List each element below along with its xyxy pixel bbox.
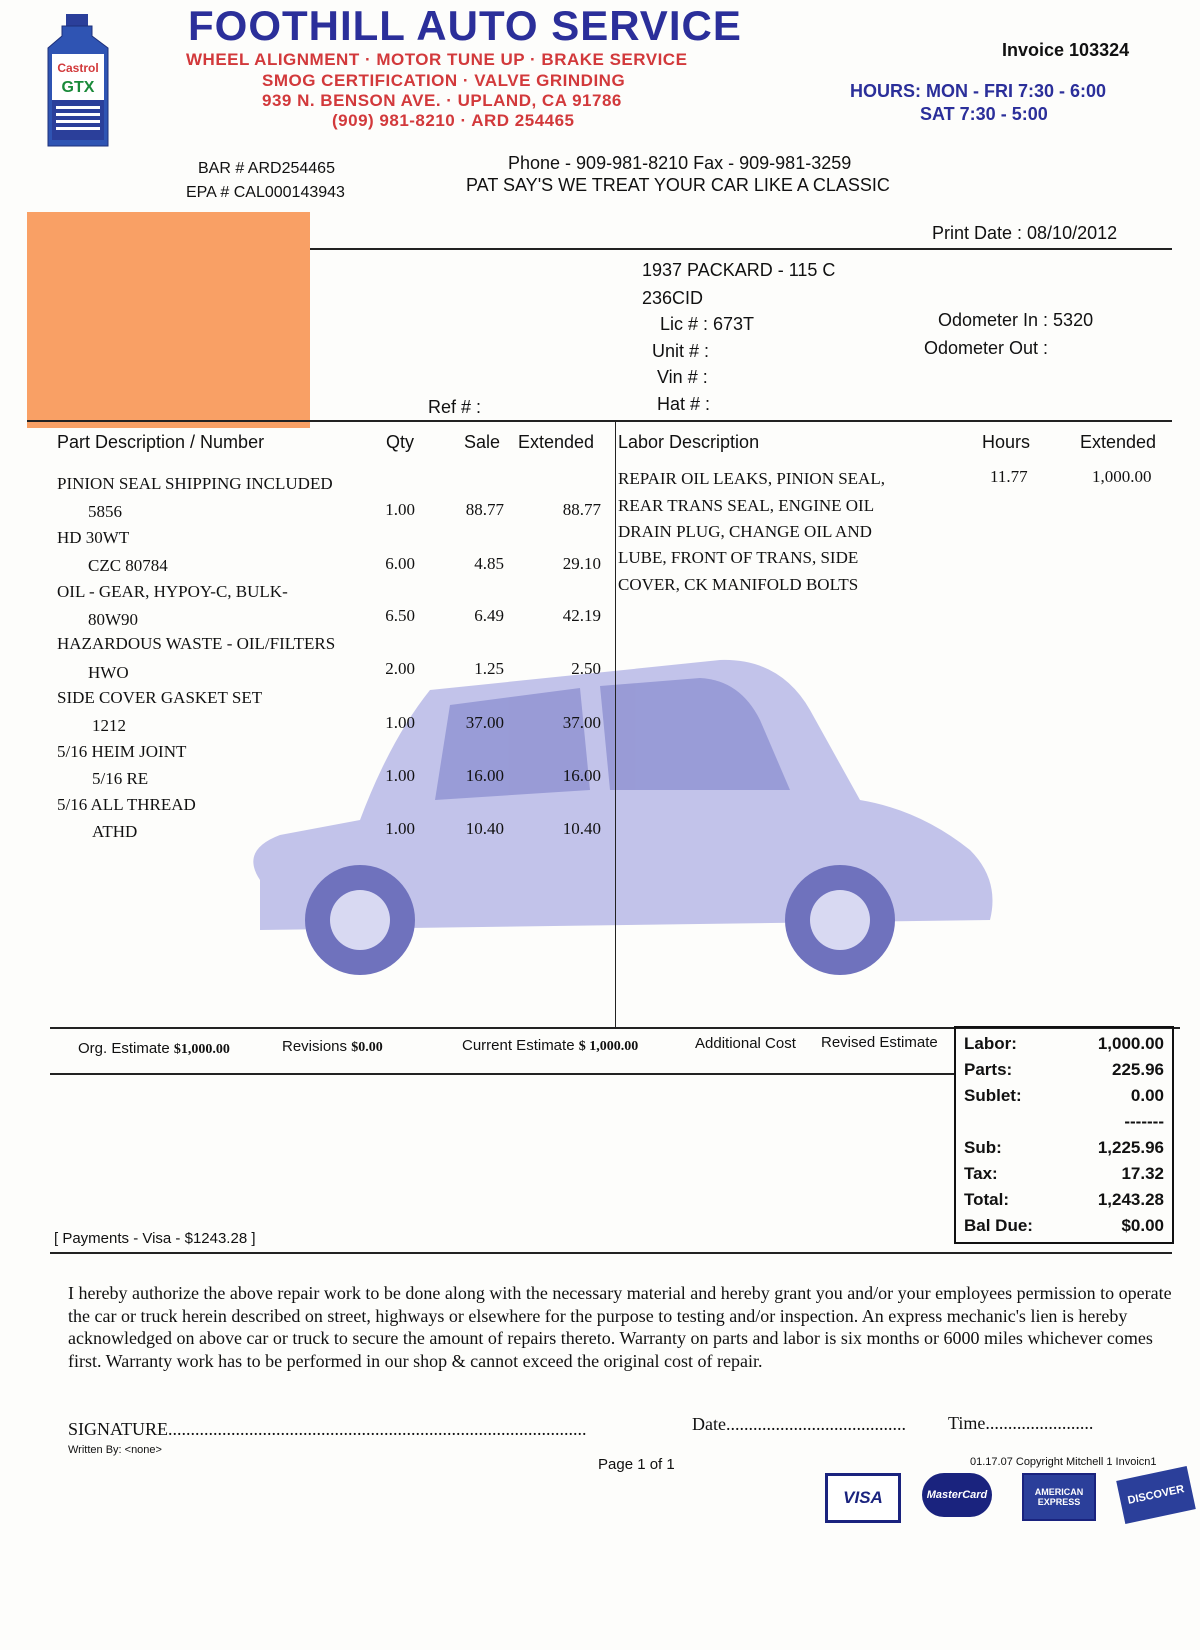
payments-rule [50, 1252, 1172, 1254]
shop-phone-ard: (909) 981-8210 · ARD 254465 [332, 111, 575, 130]
amex-logo: AMERICAN EXPRESS [1022, 1473, 1096, 1521]
discover-logo: DISCOVER [1116, 1466, 1196, 1524]
vehicle-top-rule [310, 248, 1172, 250]
balance-due [964, 1216, 1164, 1240]
hours-weekday: HOURS: MON - FRI 7:30 - 6:00 [850, 81, 1107, 101]
labor-extended: 1,000.00 [1092, 467, 1152, 486]
grand-total-value: 1,243.28 [1097, 1190, 1164, 1209]
part-extended: 42.19 [562, 606, 601, 625]
part-sale: 1.25 [474, 659, 504, 678]
slogan: PAT SAY'S WE TREAT YOUR CAR LIKE A CLASSIC [466, 175, 890, 195]
col-labor-description: Labor Description [618, 432, 760, 452]
classic-car-watermark [200, 650, 1020, 990]
labor-total [964, 1034, 1164, 1058]
part-extended: 88.77 [562, 500, 601, 519]
org-estimate-value: $1,000.00 [173, 1042, 230, 1057]
parts-total [964, 1060, 1164, 1084]
col-sale: Sale [464, 432, 501, 452]
parts-total-label: Parts: [964, 1060, 1013, 1079]
part-description: HAZARDOUS WASTE - OIL/FILTERS [57, 634, 336, 653]
part-qty: 6.00 [385, 554, 415, 573]
epa-number: EPA # CAL000143943 [186, 184, 345, 201]
labor-hours: 11.77 [990, 467, 1028, 486]
col-part-description: Part Description / Number [57, 432, 265, 452]
part-qty: 6.50 [385, 606, 415, 625]
redacted-customer-info [27, 212, 310, 428]
phone-fax: Phone - 909-981-8210 Fax - 909-981-3259 [508, 153, 852, 173]
col-hours: Hours [982, 432, 1031, 452]
part-extended: 2.50 [571, 659, 601, 678]
tax-total [964, 1164, 1164, 1188]
col-labor-extended: Extended [1080, 432, 1157, 452]
part-extended: 37.00 [562, 713, 601, 732]
mastercard-logo: MasterCard [922, 1473, 992, 1517]
shop-name: FOOTHILL AUTO SERVICE [188, 2, 742, 49]
grand-total [964, 1190, 1164, 1214]
invoice-label: Invoice [1002, 40, 1065, 60]
odometer-out: Odometer Out : [924, 338, 1049, 358]
vehicle-model: 1937 PACKARD - 115 C [642, 260, 836, 280]
vehicle-engine: 236CID [642, 288, 704, 308]
part-description: 5/16 ALL THREAD [57, 795, 196, 814]
part-qty: 1.00 [385, 500, 415, 519]
written-by: Written By: <none> [68, 1444, 162, 1456]
bar-number: BAR # ARD254465 [198, 160, 335, 177]
labor-line: REPAIR OIL LEAKS, PINION SEAL, [618, 469, 885, 488]
part-description: SIDE COVER GASKET SET [57, 688, 263, 707]
balance-due-label: Bal Due: [964, 1216, 1033, 1235]
date-line: Date........................................ [692, 1414, 906, 1434]
labor-line: COVER, CK MANIFOLD BOLTS [618, 575, 859, 594]
part-number: HWO [88, 663, 129, 682]
parts-total-value: 225.96 [1112, 1060, 1164, 1079]
part-number: 5/16 RE [92, 769, 149, 788]
parts-labor-divider [615, 420, 616, 1028]
invoice-number-block [1002, 40, 1129, 61]
print-date: Print Date : 08/10/2012 [932, 223, 1118, 243]
tax-label: Tax: [964, 1164, 998, 1183]
vehicle-hat: Hat # : [657, 394, 711, 414]
part-extended: 16.00 [562, 766, 601, 785]
part-number: 80W90 [88, 610, 139, 629]
part-description: HD 30WT [57, 528, 130, 547]
part-extended: 10.40 [562, 819, 601, 838]
sublet-total [964, 1086, 1164, 1110]
part-description: 5/16 HEIM JOINT [57, 742, 187, 761]
bottle-product-text: GTX [61, 79, 95, 96]
revisions-label: Revisions [282, 1038, 348, 1055]
revised-estimate-label: Revised Estimate [821, 1034, 938, 1051]
labor-line: DRAIN PLUG, CHANGE OIL AND [618, 522, 872, 541]
org-estimate-label: Org. Estimate [78, 1040, 170, 1057]
grand-total-label: Total: [964, 1190, 1010, 1209]
services-line-2: SMOG CERTIFICATION · VALVE GRINDING [262, 71, 626, 90]
part-qty: 2.00 [385, 659, 415, 678]
part-sale: 4.85 [474, 554, 504, 573]
hours-saturday: SAT 7:30 - 5:00 [920, 104, 1048, 124]
reference-number: Ref # : [428, 397, 482, 417]
part-sale: 10.40 [465, 819, 504, 838]
additional-cost-label: Additional Cost [695, 1035, 796, 1052]
sublet-total-label: Sublet: [964, 1086, 1022, 1105]
vehicle-license: Lic # : 673T [660, 314, 755, 334]
signature-line: SIGNATURE............................................................................................. [68, 1419, 587, 1439]
totals-box [954, 1026, 1174, 1244]
part-qty: 1.00 [385, 713, 415, 732]
tax-value: 17.32 [1121, 1164, 1164, 1183]
shop-address: 939 N. BENSON AVE. · UPLAND, CA 91786 [262, 91, 622, 110]
odometer-in: Odometer In : 5320 [938, 310, 1094, 330]
estimates-bottom-rule [50, 1073, 954, 1075]
castrol-bottle-logo [42, 14, 114, 148]
part-qty: 1.00 [385, 819, 415, 838]
services-line-1: WHEEL ALIGNMENT · MOTOR TUNE UP · BRAKE SERVICE [186, 50, 688, 69]
columns-top-rule [27, 420, 1172, 422]
part-sale: 88.77 [465, 500, 504, 519]
balance-due-value: $0.00 [1121, 1216, 1164, 1235]
sub-total-value: 1,225.96 [1097, 1138, 1164, 1157]
part-number: ATHD [92, 822, 138, 841]
current-estimate-value: $ 1,000.00 [578, 1039, 639, 1054]
time-line: Time........................ [948, 1413, 1094, 1433]
copyright: 01.17.07 Copyright Mitchell 1 Invoicn1 [970, 1456, 1157, 1468]
labor-total-value: 1,000.00 [1097, 1034, 1164, 1053]
labor-line: REAR TRANS SEAL, ENGINE OIL [618, 496, 875, 515]
part-description: OIL - GEAR, HYPOY-C, BULK- [57, 582, 288, 601]
org-estimate [78, 1040, 230, 1058]
sub-total-label: Sub: [964, 1138, 1002, 1157]
part-number: 5856 [88, 502, 122, 521]
col-qty: Qty [386, 432, 415, 452]
current-estimate-label: Current Estimate [462, 1037, 575, 1054]
totals-divider: ------- [1124, 1112, 1164, 1131]
part-sale: 37.00 [465, 713, 504, 732]
sub-total [964, 1138, 1164, 1162]
part-number: CZC 80784 [88, 556, 168, 575]
part-qty: 1.00 [385, 766, 415, 785]
bottle-brand-text: Castrol [57, 61, 99, 75]
part-extended: 29.10 [562, 554, 601, 573]
revisions [282, 1038, 383, 1056]
labor-total-label: Labor: [964, 1034, 1017, 1053]
payments-note: [ Payments - Visa - $1243.28 ] [54, 1230, 256, 1247]
part-sale: 6.49 [474, 606, 504, 625]
revisions-value: $0.00 [351, 1040, 383, 1055]
vehicle-vin: Vin # : [657, 367, 708, 387]
part-number: 1212 [92, 716, 126, 735]
invoice-number: 103324 [1069, 40, 1130, 60]
page-number: Page 1 of 1 [598, 1456, 675, 1473]
labor-line: LUBE, FRONT OF TRANS, SIDE [618, 548, 859, 567]
current-estimate [462, 1037, 638, 1055]
part-sale: 16.00 [465, 766, 504, 785]
sublet-total-value: 0.00 [1130, 1086, 1164, 1105]
part-description: PINION SEAL SHIPPING INCLUDED [57, 474, 333, 493]
visa-logo: VISA [825, 1473, 901, 1523]
vehicle-unit: Unit # : [652, 341, 710, 361]
col-extended: Extended [518, 432, 595, 452]
authorization-text: I hereby authorize the above repair work to be done along with the necessary material and hereby grant you and/or your employees permission to operate the car or truck herein described on street, highways or elsewhere for the purpose to testing and/or inspection. An express mechanic's lien is hereby acknowledged on above car or truck to secure the amount of repairs thereto. Warranty on parts and labor is six months or 6000 miles whichever comes first. Warranty work has to be performed in our shop & cannot exceed the original cost of repair. [68, 1283, 1172, 1371]
